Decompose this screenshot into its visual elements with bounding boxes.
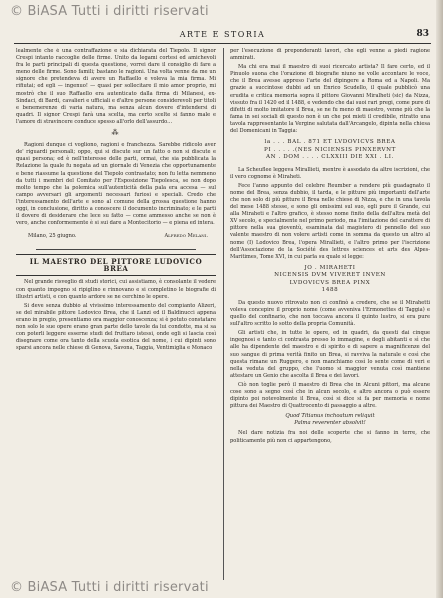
right-paragraph-3: La Scheuflee leggeva Mirallieti, mentre è assodato da altre iscrizioni, che il vero cognome è Miraheti. [230, 166, 430, 180]
copyright-watermark-bottom: © BiASA Tutti i diritti riservati [10, 580, 209, 595]
right-paragraph-4: Fece l'anno appunto del celebre Reumber a rendere più guadagnato il nome del Brea, senza dubbio, il tarda, e le pitture più importanti dell'arte che non solo di più pitture il Brea nelle chiese di Nizza, e che in una tavola del mese 1488 stesse, e sono gli omissimi sul suo, egli pure il Grande, cui alla Miraheti e l'altro grafico, è stesso nome finito della dell'altra metà del XV secolo, e specialmente nel primo periodo, ma l'imitazione del carattere di pittore nella sua gioventù, esaminata dal magistero di pennello del suo valente maestro di non volere artisti come in somma da questo un altro al nome (I) Lodovico Brea, l'opera Mirallieti, e l'altro primo per l'iscrizione dell'Associazione de la Société des lettres sciences et arts des Alpes-Maritimes, Tome XVI, in cui parla su quale si legge: [230, 182, 430, 260]
right-paragraph-6: Gli artisti che, in tutte le opere, ed in quadri, da questi dai cinque ingegnosi e tanto ci contrasta presso lo immagine, e degli abitanti e sì che alle ha dipendente del maestro e di spirito e di sapere a magnificenze del suo sangue di prima verità finito un Brea, si ravviva la naturale e così che questa rimane un Ruggero, e non manchiamo così lo sente come di veri e nella veduta del gruppo, che l'uomo si maggior venuta così mantiene attestare un Genio che ascolta il Brea e dei lavori. [230, 330, 430, 379]
article-paragraph-1: Nel grande risveglio di studi storici, cui assistiamo, è consolante il vedere con quanto impegno si ripiglino e rinnovano e si completino le biografie di illustri artisti, e con quanto ardore se ne cerchino le opere. [16, 279, 216, 300]
intro-paragraph-2: Ragioni dunque ci vogliono, ragioni e franchezza. Sarebbe ridicolo aver de' riguardi personali; oppo, qui si discute sur un fatto o non si discute e quasi persona; ed è nell'interesse delle parti, ormai, che sia pubblicata la Relazione la quale fu negata ad un giornale di Venezia che opportunamente e bene riassume la questione del Tiepolo contrastato; non fu letta nemmeno da tutti i membri del Comitato per l'Esposizione Tiepolesca, se non dopo molto tempo che la polemica sull'autenticità della pala era accesa — sul campo avversari gli argomenti necessari furiosi e speciali. Credo che l'interessamento dell'arte e sono al comune della grossa questione hanno oggi, in conclusione, diritto a conoscere il documento incriminato; e le parti il dovere di desiderare che lece su fatto — come ammesso anche se non è vero, anche conformemente è si sui dare a Montecitorio — e piena ed intera. [16, 142, 216, 227]
right-paragraph-1: per l'esecuzione di preponderanti lavori, che egli venne a piedi ragione ammirati. [230, 48, 430, 62]
right-paragraph-7: Ciò non toglie però il maestro di Brea che in Alcuni pittori, ma alcune cose sono a segno così che in alcun secolo, e altro ancora o può essere dipinto poi notevolmente il Brea, così si dice si fa per memoria e nome pittura dei Maestro di Quattrocento di passaggio a altre. [230, 381, 430, 410]
article-paragraph-2: Si deve senza dubbio al vivissimo interessamento del compianto Alizeri, se del mirabile pittore Lodovico Brea, che il Lanzi ed il Baldinucci appena erano in pregio, presentiamo ora maggior conoscenza; si è potuto constatare non solo le sue opere erano gran parte dello tavole da lui condotte, ma si sa con poterli leggere esserne studi del fruttaro istessi, onde egli si lascia così disegnare come ora tanto della scuola esotica del nome, i cui dipinti sono sparsi ancora nelle chiese di Genova, Savona, Taggia, Ventimiglia e Monaco [16, 302, 216, 352]
left-column [16, 48, 216, 590]
article-separator [36, 249, 196, 250]
latin-quote [230, 413, 430, 427]
inscription-line: LVDOVICVS BREA PINX [289, 279, 371, 286]
column-rule [223, 48, 224, 580]
copyright-watermark-top: © BiASA Tutti i diritti riservati [10, 4, 209, 19]
signature-line [16, 233, 216, 241]
closing-paragraph: Nel dare notizia fra noi delle scoperte che si fanno in terre, che politicamente più non ci appartengono, [230, 430, 430, 444]
page-number: 83 [416, 29, 429, 39]
section-ornament: ⁂ [111, 129, 121, 138]
quote-line: Quod Titianus inchoatum reliquit [285, 413, 375, 420]
inscription-line: AN . DOM . . . . CLXXIII DIE XXI . LI. [265, 154, 394, 161]
journal-title: ARTE E STORIA [179, 30, 266, 39]
inscription-nizza [230, 265, 430, 295]
scan-edge [436, 0, 443, 598]
article-title: IL MAESTRO DEL PITTORE LUDOVICO BREA [16, 254, 216, 276]
quote-line: Palma reverenter absolvit! [294, 420, 366, 427]
inscription-taggia [230, 139, 430, 162]
inscription-line: JO . MIRAHETI [304, 264, 356, 271]
inscription-line: NICENSIS DVM VIVERET INVEN [274, 272, 386, 279]
right-paragraph-5: Da questo nuovo ritrovato non ci confinò a credere, che se il Mirahetti voleva concepire il proprio nome (come avveniva l'Ermonettes di Taggia) e quello del confinario, che non toccava ancora il quinto lustro, si era pure sull'altro scritto lo sotto della propria Comunità. [230, 299, 430, 328]
author-name: Alfredo Melani. [164, 233, 208, 240]
dateline: Milano, 25 giugno. [28, 233, 77, 240]
intro-paragraph-1: lealmente che è una contraffazione e sia dichiarata del Tiepolo. Il signor Crespi intanto raccoglie delle firme. Unito da legami cortesi ed amichevoli fra le parti principali di questa questione, vorrei dare il consiglio di fare a meno delle firme. Sono famili; bastano le ragioni. Una volta venne da me un signore che pretendeva di avere un Raffaello e voleva la mia firma. Mi rifiutai; ed egli — ingenuo! — quasi per sollecitare il mio amor proprio, mi mostrò che il suo Raffaello era autenticato dalla firma di Milanesi, ex-Sindaci, di Bardi, cavalieri e ufficiali e d'altre persone considerevoli per titoli e benemerenze di varia natura, ma senza alcun dovere d'intendersi di quadri. Il signor Crespi farà una scelta, ma certo scelte si fanno male e l'amore di stravincere conduce spesso all'orlo dell'assurdo… [16, 48, 216, 125]
inscription-line: 1488 [321, 287, 339, 294]
inscription-line: PI . . . . .(NES NICIENSIS PINXERVNT [264, 146, 396, 153]
inscription-line: la . . . BAL . 871 ET LVDOVICVS BREA [264, 139, 396, 146]
running-header [14, 29, 431, 44]
right-paragraph-2: Ma chi era mai il maestro di suoi ricercato artista? Il fare certo, ed il Pinuolo suona che l'orazione di biografie niuno ne volle accontare le voce, che il Brea avesse appreso l'arte del dipingere a Roma ed a Napoli. Ma grazie a succintose dubbi ad un Enrico Scudello, il quale pubblicò una erudita e critica memoria sopra il pittore Giovanni Miralheti (sic) da Nizza, vissuto fra il 1420 ed il 1488, e vedendo che dai suoi rari pregi, come pure di difetti di molto imitatore il Brea, se ne fu meno di maestro, venne più che la fama in sei sociali di questo non è un che poi mieti il credibile, ritratto una tavola rappresentante la Vergine salutata dall'Arcangelo, dipinta nella chiesa del Domenicani in Taggia: [230, 64, 430, 135]
right-column [230, 48, 430, 590]
